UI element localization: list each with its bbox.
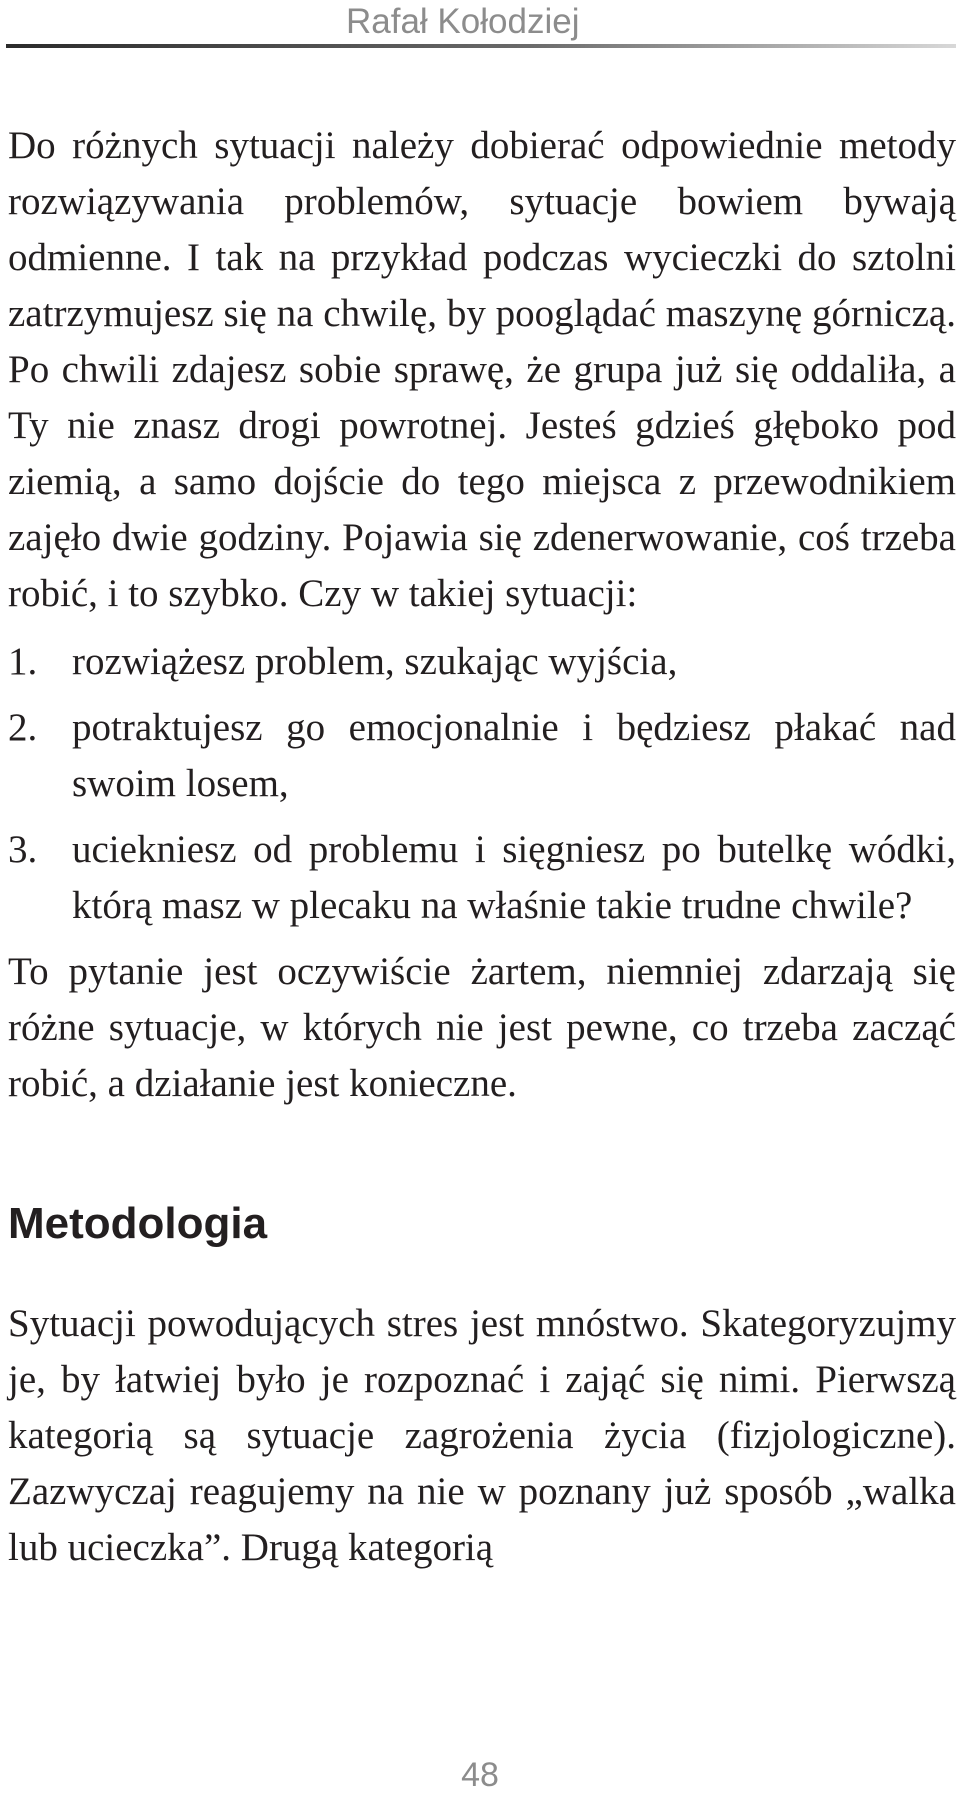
header-rule	[6, 44, 956, 48]
list-item	[8, 822, 956, 934]
list-item-text: rozwiążesz problem, szukając wyjścia,	[72, 640, 678, 683]
list-item-number: 2.	[8, 706, 38, 749]
closing-paragraph: To pytanie jest oczywiście żartem, niemniej zdarzają się różne sytuacje, w których nie jest pewne, co trzeba zacząć robić, a działanie jest konieczne.	[8, 950, 956, 1105]
list-item-number: 1.	[8, 640, 38, 683]
list-item-text: potraktujesz go emocjonalnie i będziesz płakać nad swoim losem,	[72, 706, 956, 805]
list-item	[8, 634, 956, 690]
running-header	[0, 0, 960, 52]
intro-paragraph: Do różnych sytuacji należy dobierać odpowiednie metody rozwiązywania problemów, sytuacje bowiem bywają odmienne. I tak na przykład podczas wycieczki do sztolni zatrzymujesz się na chwilę, by pooglądać maszynę górniczą. Po chwili zdajesz sobie sprawę, że grupa już się oddaliła, a Ty nie znasz drogi powrotnej. Jesteś gdzieś głęboko pod ziemią, a samo dojście do tego miejsca z przewodnikiem zajęło dwie godziny. Pojawia się zdenerwowanie, coś trzeba robić, i to szybko. Czy w takiej sytuacji:	[8, 124, 956, 615]
section-heading: Metodologia	[8, 1199, 268, 1248]
author-name: Rafał Kołodziej	[346, 2, 580, 41]
page-body	[8, 118, 956, 1576]
list-item-number: 3.	[8, 828, 38, 871]
section-paragraph: Sytuacji powodujących stres jest mnóstwo. Skategoryzujmy je, by łatwiej było je rozpoznać i zająć się nimi. Pierwszą kategorią są sytuacje zagrożenia życia (fizjologiczne). Zazwyczaj reagujemy na nie w poznany już sposób „walka lub ucieczka”. Drugą kategorią	[8, 1302, 956, 1569]
page-number: 48	[461, 1756, 499, 1794]
options-list	[8, 634, 956, 934]
list-item	[8, 700, 956, 812]
list-item-text: uciekniesz od problemu i sięgniesz po butelkę wódki, którą masz w plecaku na właśnie takie trudne chwile?	[72, 828, 956, 927]
